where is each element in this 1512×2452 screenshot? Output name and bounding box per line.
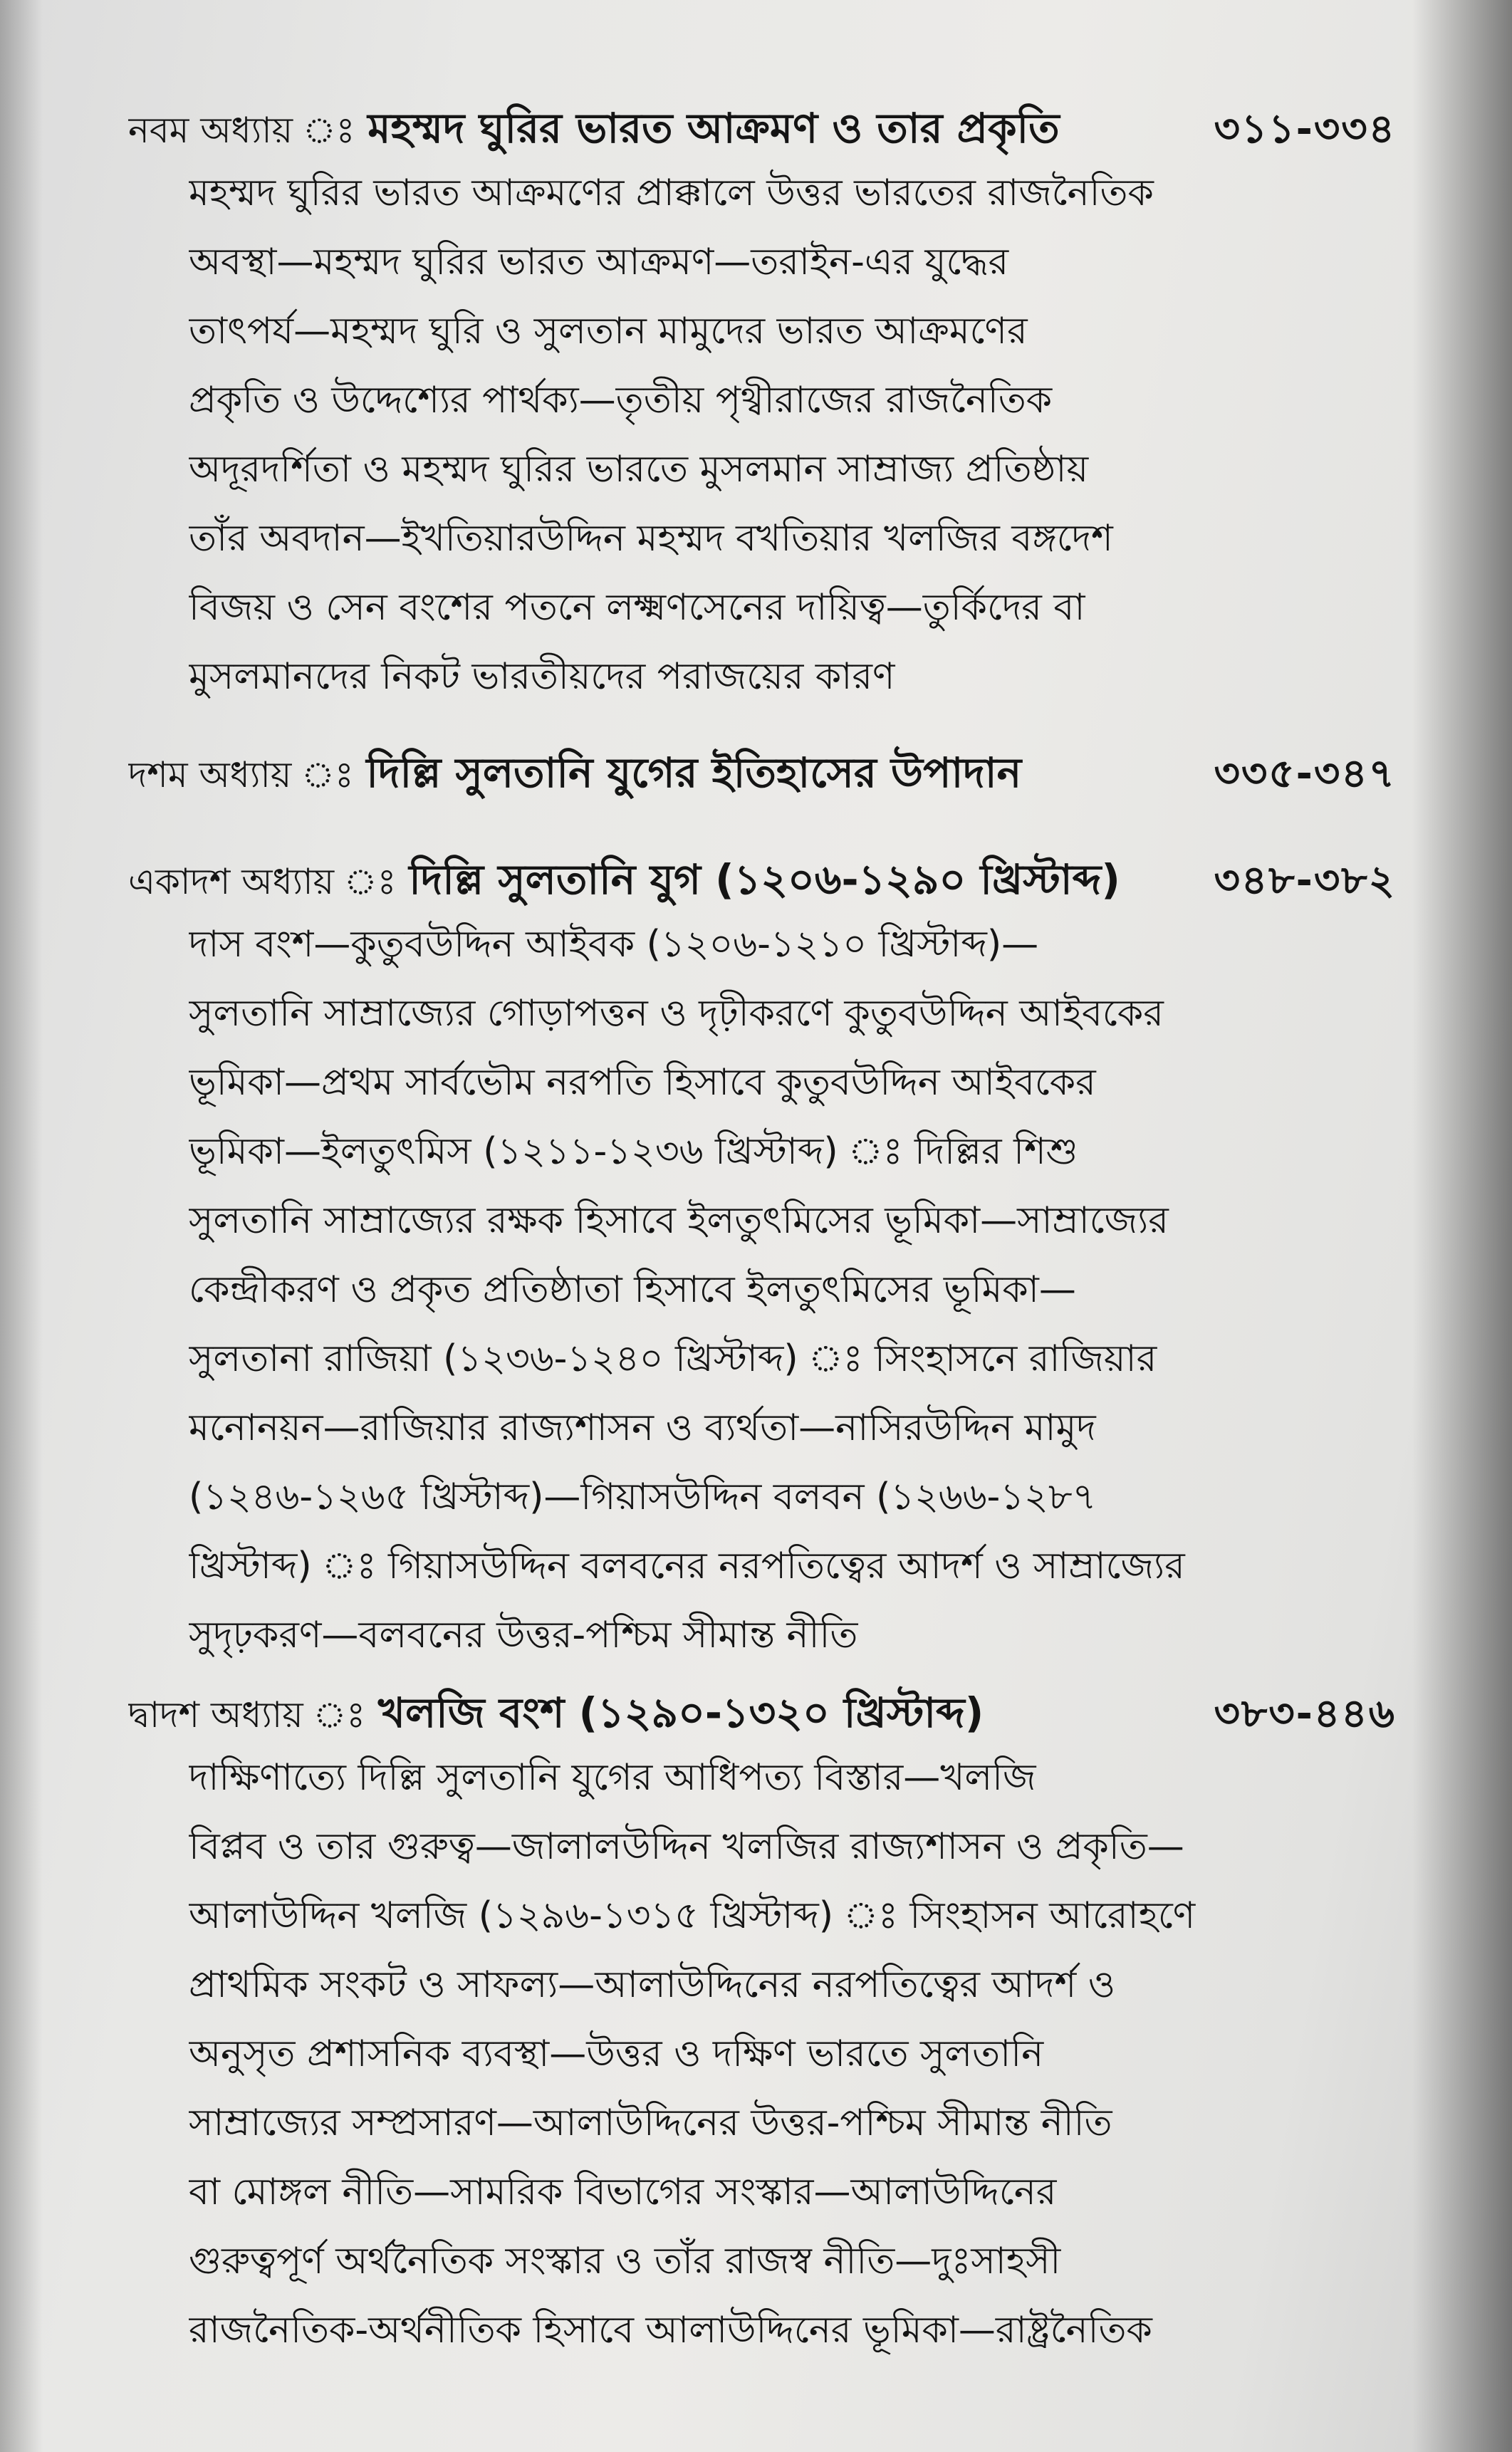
page-range: ৩৪৮-৩৮২ (1214, 857, 1396, 904)
summary-line: বিজয় ও সেন বংশের পতনে লক্ষ্মণসেনের দায়িত্ব—তুর্কিদের বা (189, 586, 1085, 629)
summary-line: ভূমিকা—ইলতুৎমিস (১২১১-১২৩৬ খ্রিস্টাব্দ) ঃ দিল্লির শিশু (189, 1130, 1078, 1173)
chapter-heading (128, 851, 1396, 910)
chapter-heading (128, 100, 1396, 159)
chapter-entry-10 (128, 744, 1396, 803)
page-range: ৩৩৫-৩৪৭ (1214, 751, 1396, 797)
summary-line: সুলতানা রাজিয়া (১২৩৬-১২৪০ খ্রিস্টাব্দ) ঃ সিংহাসনে রাজিয়ার (189, 1337, 1157, 1380)
page-range: ৩৮৩-৪৪৬ (1214, 1691, 1396, 1737)
summary-line: মহম্মদ ঘুরির ভারত আক্রমণের প্রাক্কালে উত্তর ভারতের রাজনৈতিক (189, 172, 1154, 214)
chapter-title: খলজি বংশ (১২৯০-১৩২০ খ্রিস্টাব্দ) (377, 1689, 984, 1737)
summary-line: দাস বংশ—কুতুবউদ্দিন আইবক (১২০৬-১২১০ খ্রিস্টাব্দ)— (189, 923, 1039, 966)
summary-line: গুরুত্বপূর্ণ অর্থনৈতিক সংস্কার ও তাঁর রাজস্ব নীতি—দুঃসাহসী (189, 2240, 1061, 2283)
summary-line: সুলতানি সাম্রাজ্যের রক্ষক হিসাবে ইলতুৎমিসের ভূমিকা—সাম্রাজ্যের (189, 1199, 1169, 1242)
chapter-title: মহম্মদ ঘুরির ভারত আক্রমণ ও তার প্রকৃতি (367, 104, 1060, 152)
chapter-title: দিল্লি সুলতানি যুগের ইতিহাসের উপাদান (366, 748, 1022, 797)
summary-line: সুলতানি সাম্রাজ্যের গোড়াপত্তন ও দৃঢ়ীকরণে কুতুবউদ্দিন আইবকের (189, 992, 1164, 1035)
summary-line: রাজনৈতিক-অর্থনীতিক হিসাবে আলাউদ্দিনের ভূমিকা—রাষ্ট্রনৈতিক (189, 2309, 1152, 2352)
summary-line: প্রকৃতি ও উদ্দেশ্যের পার্থক্য—তৃতীয় পৃথ্বীরাজের রাজনৈতিক (189, 379, 1053, 422)
summary-line: প্রাথমিক সংকট ও সাফল্য—আলাউদ্দিনের নরপতিত্বের আদর্শ ও (189, 1963, 1116, 2006)
chapter-entry-9 (128, 100, 1396, 711)
summary-line: দাক্ষিণাত্যে দিল্লি সুলতানি যুগের আধিপত্য বিস্তার—খলজি (189, 1756, 1036, 1799)
summary-line: অবস্থা—মহম্মদ ঘুরির ভারত আক্রমণ—তরাইন-এর যুদ্ধের (189, 241, 1009, 283)
summary-line: তাঁর অবদান—ইখতিয়ারউদ্দিন মহম্মদ বখতিয়ার খলজির বঙ্গদেশ (189, 517, 1113, 560)
summary-line: অনুসৃত প্রশাসনিক ব্যবস্থা—উত্তর ও দক্ষিণ ভারতে সুলতানি (189, 2033, 1044, 2075)
chapter-summary (189, 159, 1300, 711)
summary-line: সাম্রাজ্যের সম্প্রসারণ—আলাউদ্দিনের উত্তর-পশ্চিম সীমান্ত নীতি (189, 2102, 1112, 2144)
chapter-label: নবম অধ্যায় ঃ (128, 110, 355, 151)
summary-line: ভূমিকা—প্রথম সার্বভৌম নরপতি হিসাবে কুতুবউদ্দিন আইবকের (189, 1061, 1096, 1104)
summary-line: মনোনয়ন—রাজিয়ার রাজ্যশাসন ও ব্যর্থতা—নাসিরউদ্দিন মামুদ (189, 1407, 1096, 1449)
summary-line: অদূরদর্শিতা ও মহম্মদ ঘুরির ভারতে মুসলমান সাম্রাজ্য প্রতিষ্ঠায় (189, 448, 1089, 491)
chapter-label: দ্বাদশ অধ্যায় ঃ (128, 1694, 366, 1736)
chapter-summary (189, 910, 1300, 1670)
summary-line: বিপ্লব ও তার গুরুত্ব—জালালউদ্দিন খলজির রাজ্যশাসন ও প্রকৃতি— (189, 1825, 1184, 1868)
chapter-entry-12 (128, 1684, 1396, 2365)
chapter-summary (189, 1743, 1300, 2365)
chapter-heading (128, 1684, 1396, 1743)
summary-line: খ্রিস্টাব্দ) ঃ গিয়াসউদ্দিন বলবনের নরপতিত্বের আদর্শ ও সাম্রাজ্যের (189, 1545, 1185, 1587)
summary-line: (১২৪৬-১২৬৫ খ্রিস্টাব্দ)—গিয়াসউদ্দিন বলবন (১২৬৬-১২৮৭ (189, 1476, 1097, 1518)
chapter-label: একাদশ অধ্যায় ঃ (128, 861, 397, 902)
chapter-heading (128, 744, 1396, 803)
chapter-title: দিল্লি সুলতানি যুগ (১২০৬-১২৯০ খ্রিস্টাব্দ) (409, 855, 1120, 904)
summary-line: কেন্দ্রীকরণ ও প্রকৃত প্রতিষ্ঠাতা হিসাবে ইলতুৎমিসের ভূমিকা— (189, 1268, 1076, 1311)
summary-line: বা মোঙ্গল নীতি—সামরিক বিভাগের সংস্কার—আলাউদ্দিনের (189, 2171, 1057, 2213)
summary-line: সুদৃঢ়করণ—বলবনের উত্তর-পশ্চিম সীমান্ত নীতি (189, 1614, 858, 1657)
page-edge-shadow (1412, 0, 1512, 2452)
summary-line: তাৎপর্য—মহম্মদ ঘুরি ও সুলতান মামুদের ভারত আক্রমণের (189, 310, 1028, 353)
page-gutter-shadow (0, 0, 43, 2452)
chapter-label: দশম অধ্যায় ঃ (128, 754, 354, 795)
summary-line: আলাউদ্দিন খলজি (১২৯৬-১৩১৫ খ্রিস্টাব্দ) ঃ সিংহাসন আরোহণে (189, 1894, 1196, 1937)
page-range: ৩১১-৩৩৪ (1214, 106, 1396, 152)
chapter-entry-11 (128, 851, 1396, 1670)
summary-line: মুসলমানদের নিকট ভারতীয়দের পরাজয়ের কারণ (189, 655, 895, 698)
